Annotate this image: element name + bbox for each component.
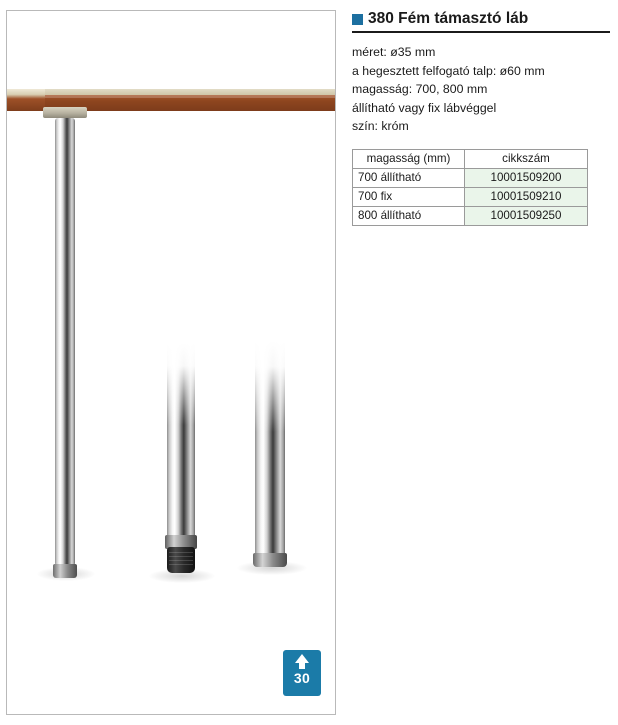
cell-code: 10001509210 (465, 187, 588, 206)
cell-code: 10001509250 (465, 206, 588, 225)
support-leg-fix (255, 341, 285, 557)
up-arrow-icon (295, 654, 309, 663)
product-info-panel (352, 10, 610, 226)
table-row (353, 206, 588, 225)
table-row (353, 187, 588, 206)
spec-line: a hegesztett felfogató talp: ø60 mm (352, 63, 545, 78)
support-leg-adjustable (167, 343, 195, 539)
support-leg-full (55, 118, 75, 566)
product-image-panel (6, 10, 336, 715)
board-highlight (6, 95, 336, 98)
article-number-table (352, 149, 588, 226)
page-title (352, 10, 610, 33)
spec-line: méret: ø35 mm (352, 45, 436, 59)
cell-height: 700 állítható (353, 168, 465, 187)
leg-plastic-glide (167, 547, 195, 573)
square-bullet-icon (352, 14, 363, 25)
leg-foot-fix (53, 564, 77, 578)
mounting-plate (43, 107, 87, 118)
leg-foot-chrome (253, 553, 287, 567)
spec-line: szín: króm (352, 119, 409, 133)
page-badge-number: 30 (293, 670, 311, 686)
table-row (353, 168, 588, 187)
cell-height: 800 állítható (353, 206, 465, 225)
cell-height: 700 fix (353, 187, 465, 206)
product-title: 380 Fém támasztó láb (368, 10, 529, 27)
page-number-badge (283, 650, 321, 696)
cell-code: 10001509200 (465, 168, 588, 187)
table-header-row (353, 149, 588, 168)
spec-line: állítható vagy fix lábvéggel (352, 100, 497, 115)
column-header-code: cikkszám (465, 149, 588, 168)
board-rounded-corner (6, 89, 45, 111)
column-header-height: magasság (mm) (353, 149, 465, 168)
specification-list (352, 43, 610, 136)
spec-line: magasság: 700, 800 mm (352, 82, 488, 96)
